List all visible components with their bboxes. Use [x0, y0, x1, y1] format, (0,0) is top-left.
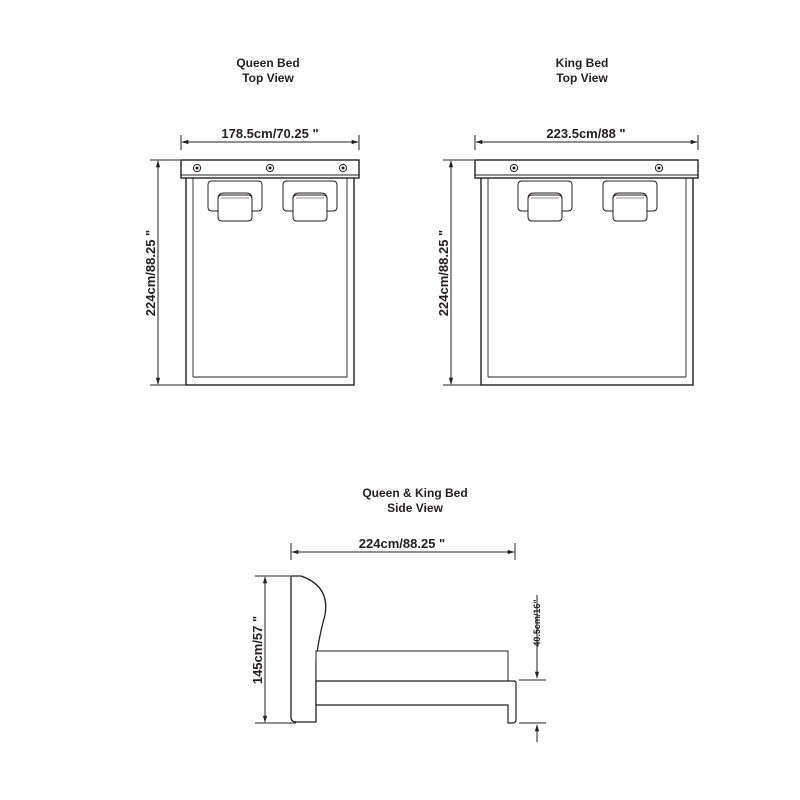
side-frame-height-dimension: [519, 595, 546, 742]
king-width-dimension: [475, 126, 698, 150]
side-length-dimension: [291, 536, 515, 560]
queen-width-label: 178.5cm/70.25 ": [221, 126, 319, 141]
screw-icon: [655, 164, 662, 171]
side-length-label: 224cm/88.25 ": [358, 536, 446, 551]
side-view: [250, 486, 546, 742]
king-title-line2: Top View: [556, 71, 608, 85]
queen-length-label: 224cm/88.25 ": [143, 229, 158, 317]
king-bed-frame: [475, 160, 698, 385]
side-height-dimension: [250, 576, 296, 723]
king-title-line1: King Bed: [555, 56, 609, 70]
king-length-label: 224cm/88.25 ": [436, 229, 451, 317]
queen-top-view: [143, 56, 359, 385]
king-top-view: [436, 56, 698, 385]
side-height-label: 145cm/57 ": [250, 615, 265, 685]
side-bed-profile: [291, 576, 516, 723]
screw-icon: [266, 164, 273, 171]
screw-icon: [339, 164, 346, 171]
king-width-label: 223.5cm/88 ": [546, 126, 626, 141]
screw-icon: [193, 164, 200, 171]
queen-title-line2: Top View: [242, 71, 294, 85]
queen-length-dimension: [143, 160, 186, 385]
screw-icon: [510, 164, 517, 171]
queen-title-line1: Queen Bed: [236, 56, 300, 70]
side-title-line1: Queen & King Bed: [362, 486, 468, 500]
king-length-dimension: [436, 160, 481, 385]
queen-bed-frame: [181, 160, 359, 385]
queen-width-dimension: [181, 126, 359, 150]
side-frame-height-label: 40.5cm/16": [532, 599, 542, 647]
side-title-line2: Side View: [387, 501, 443, 515]
